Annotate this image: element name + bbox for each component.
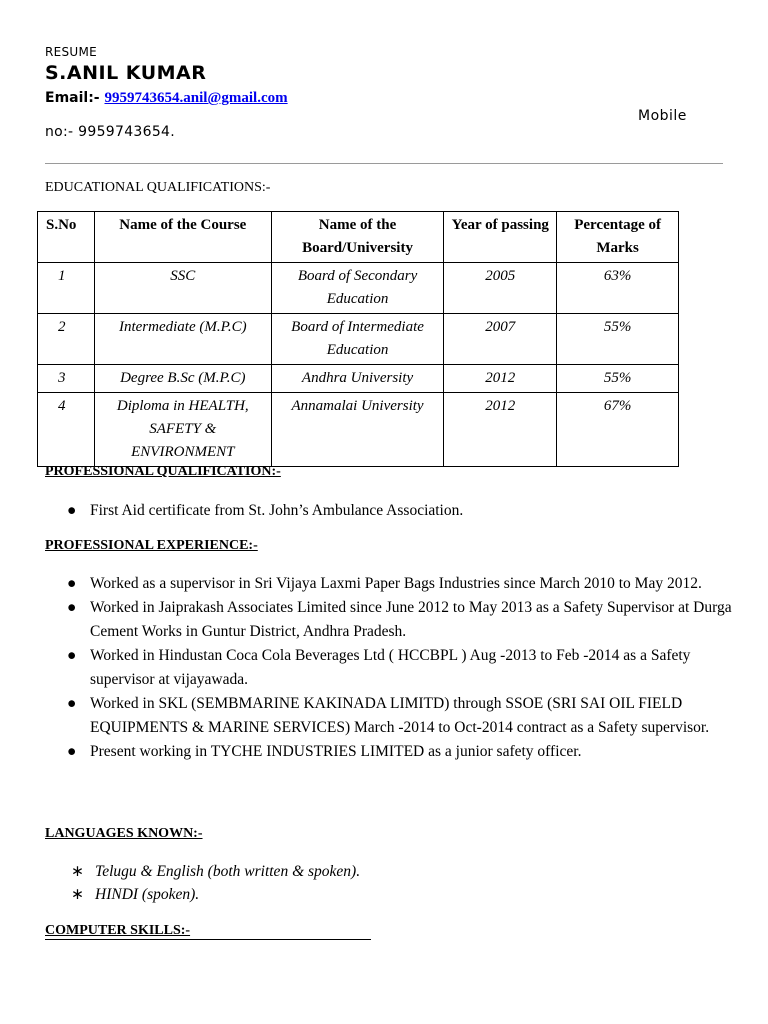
asterisk-icon: ∗ bbox=[71, 863, 84, 880]
education-table bbox=[37, 211, 679, 467]
list-item-text: Present working in TYCHE INDUSTRIES LIMITED as a junior safety officer. bbox=[90, 743, 582, 760]
list-item bbox=[45, 692, 735, 740]
header-divider bbox=[45, 163, 723, 164]
list-item-text: HINDI (spoken). bbox=[95, 886, 200, 903]
computer-skills-label: COMPUTER SKILLS:- bbox=[45, 923, 191, 938]
list-item-text: First Aid certificate from St. John’s Ambulance Association. bbox=[90, 502, 464, 519]
list-item bbox=[45, 740, 735, 764]
cell-year: 2012 bbox=[444, 365, 557, 393]
cell-board: Annamalai University bbox=[271, 393, 444, 467]
cell-board: Andhra University bbox=[271, 365, 444, 393]
bullet-icon: ● bbox=[67, 502, 77, 519]
table-row bbox=[38, 263, 679, 314]
cell-sno: 1 bbox=[38, 263, 95, 314]
list-item-text: Worked in SKL (SEMBMARINE KAKINADA LIMITD) through SSOE (SRI SAI OIL FIELD EQUIPMENTS & MARINE SERVICES) March -2014 to Oct-2014 contract as a Safety supervisor. bbox=[90, 695, 710, 736]
list-item bbox=[45, 572, 735, 596]
table-row bbox=[38, 365, 679, 393]
cell-year: 2005 bbox=[444, 263, 557, 314]
list-item bbox=[45, 644, 735, 692]
cell-course: Diploma in HEALTH, SAFETY & ENVIRONMENT bbox=[94, 393, 271, 467]
bullet-icon: ● bbox=[67, 575, 77, 592]
bullet-icon: ● bbox=[67, 647, 77, 664]
col-header-sno: S.No bbox=[38, 212, 95, 263]
cell-percentage: 55% bbox=[557, 314, 679, 365]
candidate-name: S.ANIL KUMAR bbox=[45, 62, 207, 84]
list-item bbox=[45, 860, 735, 883]
list-item-text: Telugu & English (both written & spoken). bbox=[95, 863, 361, 880]
cell-board: Board of Intermediate Education bbox=[271, 314, 444, 365]
cell-percentage: 55% bbox=[557, 365, 679, 393]
cell-sno: 3 bbox=[38, 365, 95, 393]
list-item-text: Worked in Hindustan Coca Cola Beverages Ltd ( HCCBPL ) Aug -2013 to Feb -2014 as a Safety supervisor at vijayawada. bbox=[90, 647, 691, 688]
languages-list bbox=[45, 860, 735, 906]
computer-skills-heading bbox=[45, 923, 371, 940]
list-item bbox=[45, 499, 735, 523]
list-item bbox=[45, 883, 735, 906]
table-row bbox=[38, 393, 679, 467]
mobile-number: no:- 9959743654. bbox=[45, 124, 175, 140]
email-label: Email:- bbox=[45, 90, 105, 106]
bullet-icon: ● bbox=[67, 743, 77, 760]
cell-course: Degree B.Sc (M.P.C) bbox=[94, 365, 271, 393]
languages-heading: LANGUAGES KNOWN:- bbox=[45, 826, 203, 841]
email-row bbox=[45, 90, 288, 107]
bullet-icon: ● bbox=[67, 695, 77, 712]
cell-year: 2007 bbox=[444, 314, 557, 365]
asterisk-icon: ∗ bbox=[71, 886, 84, 903]
col-header-year: Year of passing bbox=[444, 212, 557, 263]
table-header-row bbox=[38, 212, 679, 263]
cell-sno: 4 bbox=[38, 393, 95, 467]
cell-sno: 2 bbox=[38, 314, 95, 365]
education-heading: EDUCATIONAL QUALIFICATIONS:- bbox=[45, 180, 271, 195]
list-item-text: Worked in Jaiprakash Associates Limited since June 2012 to May 2013 as a Safety Supervisor at Durga Cement Works in Guntur District, Andhra Pradesh. bbox=[90, 599, 732, 640]
col-header-percentage: Percentage of Marks bbox=[557, 212, 679, 263]
cell-percentage: 63% bbox=[557, 263, 679, 314]
cell-year: 2012 bbox=[444, 393, 557, 467]
professional-qualification-heading: PROFESSIONAL QUALIFICATION:- bbox=[45, 464, 281, 479]
list-item-text: Worked as a supervisor in Sri Vijaya Laxmi Paper Bags Industries since March 2010 to May 2012. bbox=[90, 575, 702, 592]
resume-label: RESUME bbox=[45, 45, 98, 59]
col-header-board: Name of the Board/University bbox=[271, 212, 444, 263]
qualification-list bbox=[45, 499, 735, 523]
list-item bbox=[45, 596, 735, 644]
cell-course: SSC bbox=[94, 263, 271, 314]
cell-course: Intermediate (M.P.C) bbox=[94, 314, 271, 365]
mobile-label: Mobile bbox=[638, 108, 687, 124]
professional-experience-heading: PROFESSIONAL EXPERIENCE:- bbox=[45, 538, 258, 553]
cell-board: Board of Secondary Education bbox=[271, 263, 444, 314]
experience-list bbox=[45, 572, 735, 764]
bullet-icon: ● bbox=[67, 599, 77, 616]
email-link[interactable]: 9959743654.anil@gmail.com bbox=[104, 90, 288, 106]
col-header-course: Name of the Course bbox=[94, 212, 271, 263]
table-row bbox=[38, 314, 679, 365]
cell-percentage: 67% bbox=[557, 393, 679, 467]
